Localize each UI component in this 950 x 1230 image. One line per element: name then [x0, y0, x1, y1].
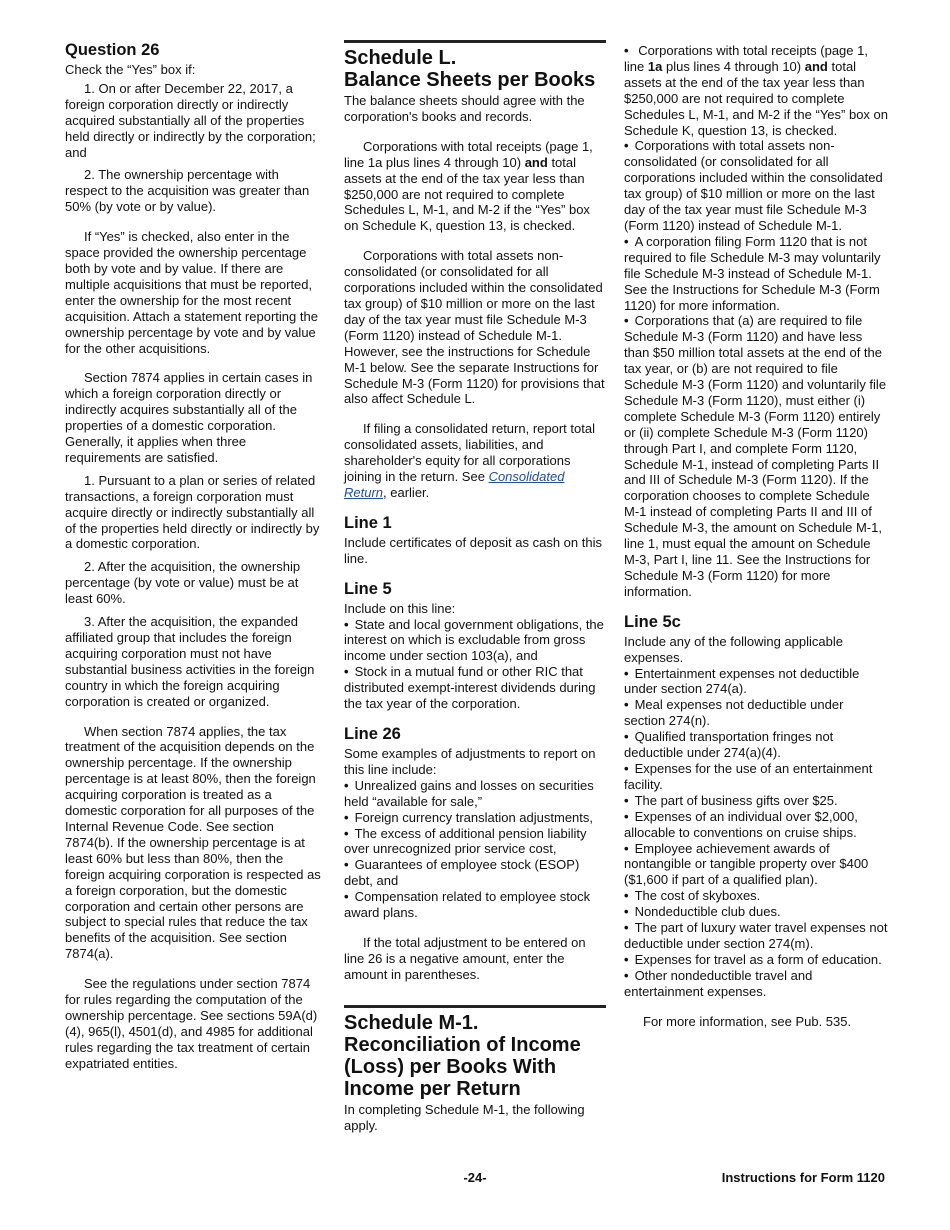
- line-26-negative-amount: If the total adjustment to be entered on line 26 is a negative amount, enter the amount in parentheses.: [344, 934, 586, 982]
- line-26-bullet-1: • Unrealized gains and losses on securities held “available for sale,”: [344, 778, 606, 810]
- line-26-bullet-3: • The excess of additional pension liability over unrecognized prior service cost,: [344, 826, 606, 858]
- line-5c-bullet: • Expenses for travel as a form of education.: [624, 952, 888, 968]
- m1-bullet-receipts: [624, 43, 888, 138]
- m1-bullet-receipts-text-c: total assets at the end of the tax year less than $250,000 are not required to complete Schedules L, M-1, and M-2 if the “Yes” box on Schedule K, question 13, is checked.: [624, 58, 888, 138]
- schedule-m1-title-line-3: (Loss) per Books With: [344, 1055, 557, 1078]
- line-5c-bullet: • Nondeductible club dues.: [624, 904, 888, 920]
- line-26-intro: Some examples of adjustments to report on this line include:: [344, 746, 596, 777]
- requirement-1: 1. Pursuant to a plan or series of related transactions, a foreign corporation must acquire directly or indirectly substantially all of the properties held directly or indirectly by a domestic corporation.: [65, 472, 320, 552]
- paragraph-section-7874-applies: When section 7874 applies, the tax treatment of the acquisition depends on the ownership percentage. If the ownership percentage is at least 80%, then the foreign acquiring corporation is treated as a domestic corporation for all purposes of the Internal Revenue Code. See section 7874(b). If the ownership percentage is at least 60% but less than 80%, then the foreign acquiring corporation is respected as a foreign corporation, but the domestic corporation and certain other persons are subject to special rules that reduce the tax benefits of the acquisition. See section 7874(a).: [65, 723, 321, 962]
- line-5c-heading: Line 5c: [624, 612, 681, 631]
- consolidated-text-a: If filing a consolidated return, report total consolidated assets, liabilities, and shareholder's equity for all corporations joining in the return. See: [344, 421, 595, 485]
- schedule-m1-title-line-4: Income per Return: [344, 1077, 521, 1100]
- form-title: Instructions for Form 1120: [721, 1170, 885, 1185]
- receipts-and: and: [524, 154, 548, 170]
- paragraph-total-assets: Corporations with total assets non-consolidated (or consolidated for all corporations included within the consolidated tax group) of $10 million or more on the last day of the tax year must file Schedule M-3 (Form 1120) instead of Schedule M-1. However, see the instructions for Schedule M-1 below. See the separate Instructions for Schedule M-3 (Form 1120) for provisions that also affect Schedule L.: [344, 248, 605, 407]
- paragraph-regulations: See the regulations under section 7874 for rules regarding the computation of the ownership percentage. See sections 59A(d)(4), 965(l), 4501(d), and 4985 for additional rules regarding the tax treatment of certain expatriated entities.: [65, 976, 318, 1071]
- more-information-pub-535: For more information, see Pub. 535.: [643, 1013, 852, 1029]
- line-26-bullet-4: • Guarantees of employee stock (ESOP) debt, and: [344, 857, 606, 889]
- schedule-m1-intro: In completing Schedule M-1, the following apply.: [344, 1101, 585, 1133]
- schedule-m1-title: [344, 1005, 606, 1100]
- line-5c-bullet: • Meal expenses not deductible under section 274(n).: [624, 697, 888, 729]
- receipts-text-a: Corporations with total receipts (page 1, line 1a plus lines 4 through 10): [344, 138, 593, 170]
- line-5c-bullet: • Other nondeductible travel and entertainment expenses.: [624, 968, 888, 1000]
- consolidated-text-b: , earlier.: [383, 484, 430, 500]
- paragraph-consolidated: [344, 421, 606, 501]
- line-5-heading: Line 5: [344, 579, 392, 598]
- line-26-heading: Line 26: [344, 725, 401, 743]
- question-26-intro: Check the “Yes” box if:: [65, 62, 196, 77]
- line-5c-bullet: • The part of business gifts over $25.: [624, 793, 888, 809]
- requirement-2: 2. After the acquisition, the ownership percentage (by vote or value) must be at least 60%.: [65, 559, 301, 607]
- m1-bullet-receipts-1a: 1a: [647, 58, 663, 74]
- schedule-l-title: [344, 40, 606, 91]
- paragraph-total-receipts: [344, 139, 606, 234]
- line-5c-bullet: • Qualified transportation fringes not deductible under 274(a)(4).: [624, 729, 888, 761]
- m1-bullet-required: • Corporations that (a) are required to file Schedule M-3 (Form 1120) and have less than $50 million total assets at the end of the tax year, or (b) are not required to file Schedule M-3 (Form 1120) and voluntarily file Schedule M-3 (Form 1120), must either (i) complete Schedule M-3 (Form 1120) entirely or (ii) complete Schedule M-3 (Form 1120) through Part I, and complete Form 1120, Schedule M-1, instead of completing Parts II and III of Schedule M-3 (Form 1120). If the corporation chooses to complete Schedule M-1 instead of completing Parts II and III of Schedule M-3, the amount on Schedule M-1, line 1, must equal the amount on Schedule M-3, Part I, line 11. See the Instructions for Schedule M-3 (Form 1120) for more information.: [624, 313, 888, 599]
- line-26-bullet-5: • Compensation related to employee stock award plans.: [344, 889, 606, 921]
- receipts-text-b: total assets at the end of the tax year less than $250,000 are not required to complete Schedules L, M-1, and M-2 if the “Yes” box on Schedule K, question 13, is checked.: [344, 154, 590, 234]
- m1-bullet-receipts-text-b: plus lines 4 through 10): [665, 58, 802, 74]
- requirement-3: 3. After the acquisition, the expanded affiliated group that includes the foreign acquiring corporation must not have substantial business activities in the foreign country in which the foreign acquiring corporation is created or organized.: [65, 614, 315, 709]
- line-5c-intro: Include any of the following applicable expenses.: [624, 633, 843, 665]
- m1-bullet-voluntary: • A corporation filing Form 1120 that is not required to file Schedule M-3 may voluntarily file Schedule M-3 instead of Schedule M-1. See the Instructions for Schedule M-3 (Form 1120) for more information.: [624, 234, 888, 314]
- line-26-bullet-2: • Foreign currency translation adjustments,: [344, 810, 606, 826]
- line-5c-bullet: • Expenses for the use of an entertainment facility.: [624, 761, 888, 793]
- consolidated-return-link[interactable]: Consolidated Return: [344, 469, 565, 500]
- line-5-bullet-1: • State and local government obligations, the interest on which is excludable from gross income under section 103(a), and: [344, 617, 606, 665]
- column-right: [624, 43, 888, 1029]
- question-26-heading: Question 26: [65, 41, 160, 59]
- line-5-intro: Include on this line:: [344, 600, 456, 616]
- line-5c-bullet: • The cost of skyboxes.: [624, 888, 888, 904]
- line-5c-bullet: • Expenses of an individual over $2,000, allocable to conventions on cruise ships.: [624, 809, 888, 841]
- line-1-heading: Line 1: [344, 513, 392, 532]
- m1-bullet-receipts-text-a: Corporations with total receipts (page 1, line: [624, 43, 868, 74]
- paragraph-balance-sheets-agree: The balance sheets should agree with the corporation's books and records.: [344, 93, 585, 124]
- m1-bullet-receipts-and: and: [804, 58, 828, 74]
- line-5-bullet-2: • Stock in a mutual fund or other RIC that distributed exempt-interest dividends during the tax year of the corporation.: [344, 664, 606, 712]
- schedule-m1-title-line-1: Schedule M-1.: [344, 1011, 479, 1034]
- question-26-item-1: 1. On or after December 22, 2017, a foreign corporation directly or indirectly acquired substantially all of the properties held directly or indirectly by the corporation; and: [65, 80, 316, 160]
- page-number: -24-: [463, 1170, 487, 1185]
- paragraph-if-yes: If “Yes” is checked, also enter in the space provided the ownership percentage both by vote and by value. If there are multiple acquisitions that must be reported, enter the ownership for the most recent acquisition. Attach a statement reporting the ownership percentage by vote and by value for the other acquisitions.: [65, 229, 318, 356]
- schedule-l-title-line-2: Balance Sheets per Books: [344, 69, 596, 91]
- column-middle: [344, 40, 606, 1134]
- line-5c-bullet: • Employee achievement awards of nontangible or tangible property over $400 ($1,600 if part of a qualified plan).: [624, 841, 888, 889]
- column-left: [65, 40, 325, 1072]
- m1-bullet-total-assets: • Corporations with total assets non-consolidated (or consolidated for all corporations included within the consolidated tax group) of $10 million or more on the last day of the tax year must file Schedule M-3 (Form 1120) instead of Schedule M-1.: [624, 138, 888, 233]
- line-5c-bullet: • The part of luxury water travel expenses not deductible under section 274(m).: [624, 920, 888, 952]
- question-26-item-2: 2. The ownership percentage with respect to the acquisition was greater than 50% (by vote or by value).: [65, 167, 310, 215]
- schedule-l-title-line-1: Schedule L.: [344, 47, 457, 69]
- line-5c-bullet: • Entertainment expenses not deductible under section 274(a).: [624, 666, 888, 698]
- line-1-text: Include certificates of deposit as cash on this line.: [344, 534, 602, 566]
- paragraph-section-7874: Section 7874 applies in certain cases in which a foreign corporation directly or indirectly acquires substantially all of the properties of a domestic corporation. Generally, it applies when three requirements are satisfied.: [65, 370, 313, 465]
- schedule-m1-title-line-2: Reconciliation of Income: [344, 1033, 581, 1056]
